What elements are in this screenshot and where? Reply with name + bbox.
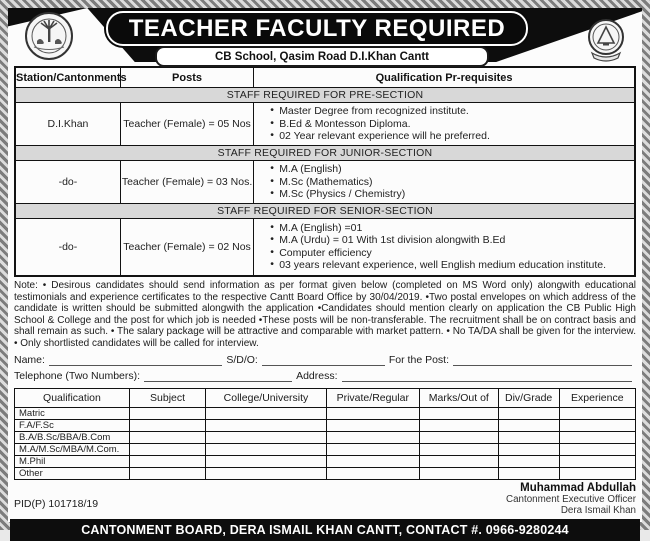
advert-title-text: TEACHER FACULTY REQUIRED xyxy=(128,14,506,42)
empty-cell[interactable] xyxy=(326,455,419,467)
empty-cell[interactable] xyxy=(326,419,419,431)
grid-row-matric xyxy=(15,407,636,419)
masthead xyxy=(8,8,642,62)
posts-cell: Teacher (Female) = 02 Nos xyxy=(120,218,253,276)
empty-cell[interactable] xyxy=(129,455,205,467)
empty-cell[interactable] xyxy=(559,431,635,443)
empty-cell[interactable] xyxy=(129,419,205,431)
bullet-item: • M.Sc (Mathematics) xyxy=(270,176,630,189)
empty-cell[interactable] xyxy=(419,455,498,467)
note-paragraph: Note: • Desirous candidates should send information as per format given below (completed on MS Word only) alongwith educational testimonials and experience certificates to the respective Cantt Board Office by 30/04/2019. •Two postal envelopes on which address of the candidate is written should be submitted alongwith the application •Candidates should mention clearly on application the CB Public High School & College and the post for which job is needed •These posts will be non-transferable. The recruitment shall be on contract basis and shall remain as such. • The salary package will be attractive and comparable with market pattern. • No TA/DA shall be given for the interview. • Only shortlisted candidates will be called for interview. xyxy=(14,280,636,349)
empty-cell[interactable] xyxy=(326,467,419,479)
grid-col-experience: Experience xyxy=(559,388,635,407)
section-band-pre xyxy=(15,88,635,103)
post-blank-field[interactable] xyxy=(453,354,632,366)
signature-block xyxy=(506,483,636,516)
empty-cell[interactable] xyxy=(498,443,559,455)
grid-col-subject: Subject xyxy=(129,388,205,407)
empty-cell[interactable] xyxy=(326,431,419,443)
grid-header-row xyxy=(15,388,636,407)
station-cell: D.I.Khan xyxy=(15,103,120,146)
signatory-location: Dera Ismail Khan xyxy=(560,504,636,516)
empty-cell[interactable] xyxy=(419,431,498,443)
table-row-senior-section xyxy=(15,218,635,276)
grid-col-college: College/University xyxy=(206,388,326,407)
station-cell: -do- xyxy=(15,161,120,204)
footer-contact-text: CANTONMENT BOARD, DERA ISMAIL KHAN CANTT, CONTACT #. 0966-9280244 xyxy=(81,522,569,537)
bullet-item: • Master Degree from recognized institute. xyxy=(270,105,630,118)
qualification-cell xyxy=(254,218,635,276)
row-label: M.A/M.Sc/MBA/M.Com. xyxy=(15,443,130,455)
empty-cell[interactable] xyxy=(206,431,326,443)
advert-subtitle xyxy=(155,46,489,67)
posts-cell: Teacher (Female) = 05 Nos xyxy=(120,103,253,146)
empty-cell[interactable] xyxy=(326,407,419,419)
row-label: Matric xyxy=(15,407,130,419)
recruitment-header-row xyxy=(15,67,635,88)
advert-content xyxy=(8,8,642,516)
recruitment-table xyxy=(14,66,636,277)
table-row-junior-section xyxy=(15,161,635,204)
footer-contact-bar xyxy=(10,519,640,541)
bullet-item: • 03 years relevant experience, well English medium education institute. xyxy=(270,259,630,272)
qualification-cell xyxy=(254,103,635,146)
name-blank-field[interactable] xyxy=(49,354,222,366)
empty-cell[interactable] xyxy=(206,407,326,419)
empty-cell[interactable] xyxy=(559,419,635,431)
bullet-item: • Computer efficiency xyxy=(270,247,630,260)
address-blank-field[interactable] xyxy=(342,370,633,382)
empty-cell[interactable] xyxy=(129,431,205,443)
sdo-label: S/D/O: xyxy=(226,353,258,366)
section-band-junior-label: STAFF REQUIRED FOR JUNIOR-SECTION xyxy=(15,146,635,161)
grid-col-div: Div/Grade xyxy=(498,388,559,407)
station-cell: -do- xyxy=(15,218,120,276)
empty-cell[interactable] xyxy=(206,443,326,455)
advert-subtitle-text: CB School, Qasim Road D.I.Khan Cantt xyxy=(214,50,430,63)
section-band-junior xyxy=(15,146,635,161)
empty-cell[interactable] xyxy=(498,455,559,467)
qualification-bullet-list xyxy=(260,222,634,272)
empty-cell[interactable] xyxy=(498,407,559,419)
section-band-senior xyxy=(15,203,635,218)
signatory-title: Cantonment Executive Officer xyxy=(506,493,636,505)
empty-cell[interactable] xyxy=(559,455,635,467)
qualification-cell xyxy=(254,161,635,204)
row-label: F.A/F.Sc xyxy=(15,419,130,431)
empty-cell[interactable] xyxy=(419,407,498,419)
qualification-grid-table xyxy=(14,388,636,480)
bullet-item: • B.Ed & Montesson Diploma. xyxy=(270,118,630,131)
grid-row-fa-fsc xyxy=(15,419,636,431)
signatory-name: Muhammad Abdullah xyxy=(520,481,636,494)
grid-col-private: Private/Regular xyxy=(326,388,419,407)
advert-title xyxy=(106,11,528,46)
post-label: For the Post: xyxy=(388,353,449,366)
grid-row-ma-msc xyxy=(15,443,636,455)
form-line-telephone xyxy=(14,370,636,382)
bullet-item: • M.Sc (Physics / Chemistry) xyxy=(270,188,630,201)
empty-cell[interactable] xyxy=(419,467,498,479)
bullet-item: • 02 Year relevant experience will he preferred. xyxy=(270,130,630,143)
col-header-posts: Posts xyxy=(120,67,253,88)
cb-school-crest-icon xyxy=(584,17,628,70)
cantonment-board-crest-icon xyxy=(24,11,74,66)
qualification-bullet-list xyxy=(260,105,634,143)
empty-cell[interactable] xyxy=(559,467,635,479)
section-band-pre-label: STAFF REQUIRED FOR PRE-SECTION xyxy=(15,88,635,103)
empty-cell[interactable] xyxy=(206,455,326,467)
signature-row xyxy=(14,483,636,516)
empty-cell[interactable] xyxy=(419,443,498,455)
telephone-label: Telephone (Two Numbers): xyxy=(14,369,141,382)
telephone-blank-field[interactable] xyxy=(144,370,292,382)
name-label: Name: xyxy=(14,353,45,366)
empty-cell[interactable] xyxy=(498,431,559,443)
grid-col-qualification: Qualification xyxy=(15,388,130,407)
grid-row-mphil xyxy=(15,455,636,467)
empty-cell[interactable] xyxy=(498,419,559,431)
grid-row-ba-bsc xyxy=(15,431,636,443)
row-label: M.Phil xyxy=(15,455,130,467)
row-label: Other xyxy=(15,467,130,479)
col-header-qualification: Qualification Pr-requisites xyxy=(254,67,635,88)
empty-cell[interactable] xyxy=(206,419,326,431)
row-label: B.A/B.Sc/BBA/B.Com xyxy=(15,431,130,443)
posts-cell: Teacher (Female) = 03 Nos. xyxy=(120,161,253,204)
empty-cell[interactable] xyxy=(129,467,205,479)
col-header-station: Station/Cantonments xyxy=(15,67,120,88)
grid-col-marks: Marks/Out of xyxy=(419,388,498,407)
empty-cell[interactable] xyxy=(559,443,635,455)
empty-cell[interactable] xyxy=(129,443,205,455)
sdo-blank-field[interactable] xyxy=(262,354,385,366)
empty-cell[interactable] xyxy=(206,467,326,479)
bullet-item: • M.A (Urdu) = 01 With 1st division alongwith B.Ed xyxy=(270,234,630,247)
empty-cell[interactable] xyxy=(498,467,559,479)
qualification-bullet-list xyxy=(260,163,634,201)
empty-cell[interactable] xyxy=(129,407,205,419)
form-line-name xyxy=(14,354,636,366)
bullet-item: • M.A (English) =01 xyxy=(270,222,630,235)
address-label: Address: xyxy=(296,369,338,382)
grid-row-other xyxy=(15,467,636,479)
empty-cell[interactable] xyxy=(559,407,635,419)
table-row-pre-section xyxy=(15,103,635,146)
pid-number: PID(P) 101718/19 xyxy=(14,497,99,510)
bullet-item: • M.A (English) xyxy=(270,163,630,176)
section-band-senior-label: STAFF REQUIRED FOR SENIOR-SECTION xyxy=(15,203,635,218)
empty-cell[interactable] xyxy=(419,419,498,431)
advert-page xyxy=(8,8,642,537)
empty-cell[interactable] xyxy=(326,443,419,455)
